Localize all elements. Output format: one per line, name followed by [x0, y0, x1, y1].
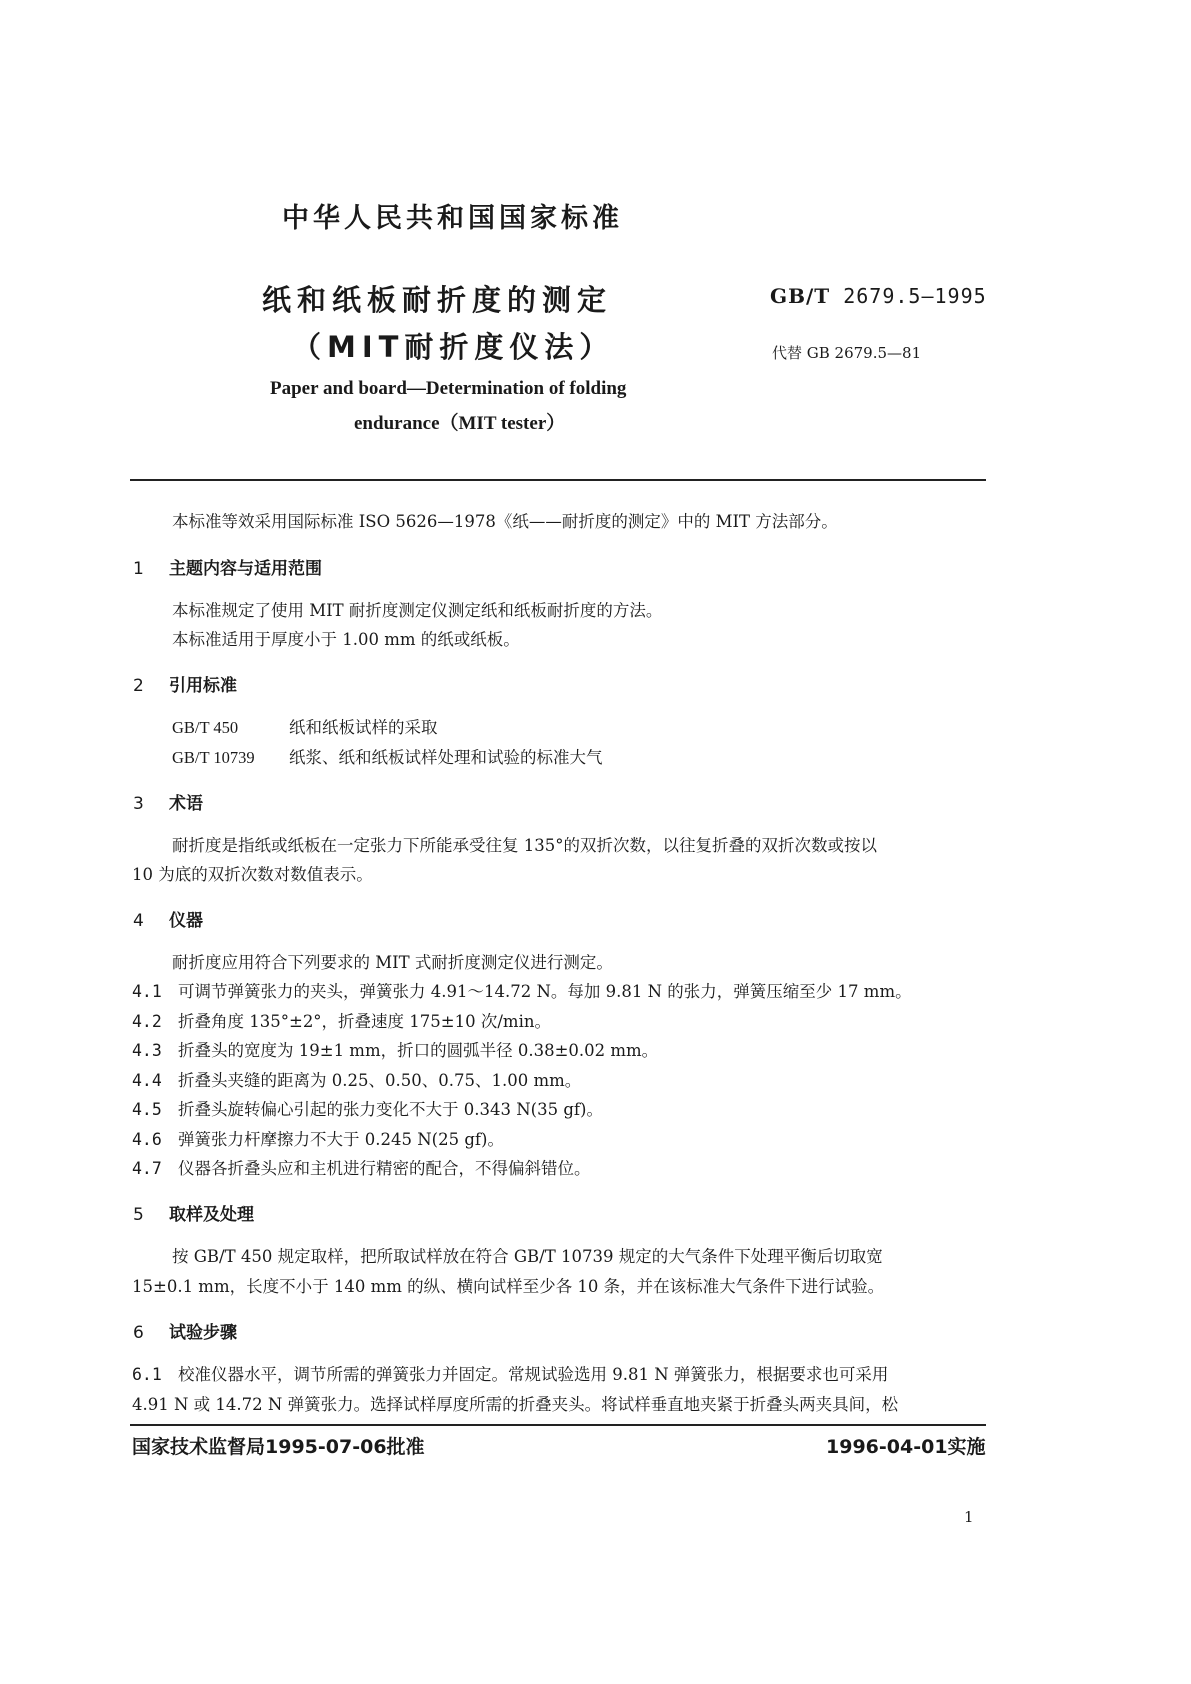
- clause-text: 可调节弹簧张力的夹头，弹簧张力 4.91～14.72 N。每加 9.81 N 的张力，弹簧压缩至少 17 mm。: [178, 982, 912, 1001]
- implementation-date: 1996-04-01实施: [826, 1436, 986, 1458]
- section-4-paragraph: 耐折度应用符合下列要求的 MIT 式耐折度测定仪进行测定。: [172, 953, 613, 972]
- english-title-line1: Paper and board—Determination of folding: [270, 378, 627, 399]
- section-number: 4: [133, 911, 144, 931]
- section-1-heading: [133, 554, 322, 579]
- section-3-paragraph-line-2: 10 为底的双折次数对数值表示。: [132, 865, 373, 884]
- clause-text: 仪器各折叠头应和主机进行精密的配合，不得偏斜错位。: [178, 1159, 591, 1178]
- section-5-paragraph-line-2: 15±0.1 mm，长度不小于 140 mm 的纵、横向试样至少各 10 条，并在该标准大气条件下进行试验。: [132, 1277, 885, 1296]
- document-title-cn: 纸和纸板耐折度的测定: [262, 283, 613, 317]
- reference-2: [172, 744, 603, 768]
- section-number: 2: [133, 676, 144, 696]
- clause-4-7: [132, 1155, 591, 1179]
- section-4-heading: [133, 906, 203, 931]
- section-3-heading: [133, 789, 203, 814]
- clause-4-2: [132, 1008, 551, 1032]
- standard-number: [770, 284, 987, 308]
- reference-code: GB/T 450: [172, 718, 239, 737]
- clause-number: 4.2: [132, 1012, 162, 1031]
- section-title: 主题内容与适用范围: [169, 559, 322, 579]
- clause-text: 折叠角度 135°±2°，折叠速度 175±10 次/min。: [178, 1012, 551, 1031]
- intro-paragraph: 本标准等效采用国际标准 ISO 5626—1978《纸——耐折度的测定》中的 MIT 方法部分。: [172, 512, 838, 531]
- section-5-paragraph-line-1: 按 GB/T 450 规定取样，把所取试样放在符合 GB/T 10739 规定的大气条件下处理平衡后切取宽: [172, 1247, 883, 1266]
- section-title: 取样及处理: [169, 1205, 254, 1225]
- replaces-standard: 代替 GB 2679.5—81: [772, 344, 922, 362]
- reference-1: [172, 714, 438, 738]
- clause-number: 4.4: [132, 1071, 162, 1090]
- national-standard-heading: 中华人民共和国国家标准: [282, 203, 623, 234]
- standard-prefix: GB/T: [770, 284, 831, 308]
- section-2-heading: [133, 671, 237, 696]
- clause-4-4: [132, 1067, 581, 1091]
- section-number: 3: [133, 794, 144, 814]
- header-divider: [130, 479, 986, 481]
- section-title: 试验步骤: [169, 1323, 237, 1343]
- document-subtitle-cn: （MIT耐折度仪法）: [292, 330, 615, 364]
- clause-text: 折叠头夹缝的距离为 0.25、0.50、0.75、1.00 mm。: [178, 1071, 582, 1090]
- clause-number: 4.3: [132, 1041, 162, 1060]
- clause-text: 折叠头的宽度为 19±1 mm，折口的圆弧半径 0.38±0.02 mm。: [178, 1041, 659, 1060]
- standard-number-value: 2679.5—1995: [843, 284, 987, 308]
- clause-number: 4.6: [132, 1130, 162, 1149]
- english-title-line2: endurance（MIT tester）: [354, 413, 566, 434]
- section-title: 仪器: [169, 911, 203, 931]
- clause-number: 4.7: [132, 1159, 162, 1178]
- clause-text: 校准仪器水平，调节所需的弹簧张力并固定。常规试验选用 9.81 N 弹簧张力，根据要求也可采用: [178, 1365, 889, 1384]
- approval-date: 国家技术监督局1995-07-06批准: [132, 1436, 425, 1458]
- section-number: 1: [133, 559, 144, 579]
- section-5-heading: [133, 1200, 254, 1225]
- clause-text: 弹簧张力杆摩擦力不大于 0.245 N(25 gf)。: [178, 1130, 504, 1149]
- clause-4-5: [132, 1096, 603, 1120]
- clause-4-1: [132, 978, 912, 1002]
- section-title: 术语: [169, 794, 203, 814]
- clause-6-1-line-1: [132, 1361, 888, 1385]
- clause-number: 4.5: [132, 1100, 162, 1119]
- section-number: 5: [133, 1205, 144, 1225]
- section-3-paragraph-line-1: 耐折度是指纸或纸板在一定张力下所能承受往复 135°的双折次数，以往复折叠的双折次数或按以: [172, 836, 877, 855]
- clause-6-1-line-2: 4.91 N 或 14.72 N 弹簧张力。选择试样厚度所需的折叠夹头。将试样垂直地夹紧于折叠头两夹具间，松: [132, 1395, 899, 1414]
- reference-code: GB/T 10739: [172, 748, 255, 767]
- clause-number: 4.1: [132, 982, 162, 1001]
- section-6-heading: [133, 1318, 237, 1343]
- section-1-paragraph-2: 本标准适用于厚度小于 1.00 mm 的纸或纸板。: [172, 630, 520, 649]
- footer-divider: [130, 1424, 986, 1426]
- section-number: 6: [133, 1323, 144, 1343]
- section-title: 引用标准: [169, 676, 237, 696]
- clause-text: 折叠头旋转偏心引起的张力变化不大于 0.343 N(35 gf)。: [178, 1100, 603, 1119]
- clause-number: 6.1: [132, 1365, 162, 1384]
- section-1-paragraph-1: 本标准规定了使用 MIT 耐折度测定仪测定纸和纸板耐折度的方法。: [172, 601, 663, 620]
- page-number: 1: [964, 1508, 974, 1526]
- clause-4-3: [132, 1037, 658, 1061]
- reference-title: 纸和纸板试样的采取: [289, 718, 438, 737]
- reference-title: 纸浆、纸和纸板试样处理和试验的标准大气: [289, 748, 603, 767]
- clause-4-6: [132, 1126, 504, 1150]
